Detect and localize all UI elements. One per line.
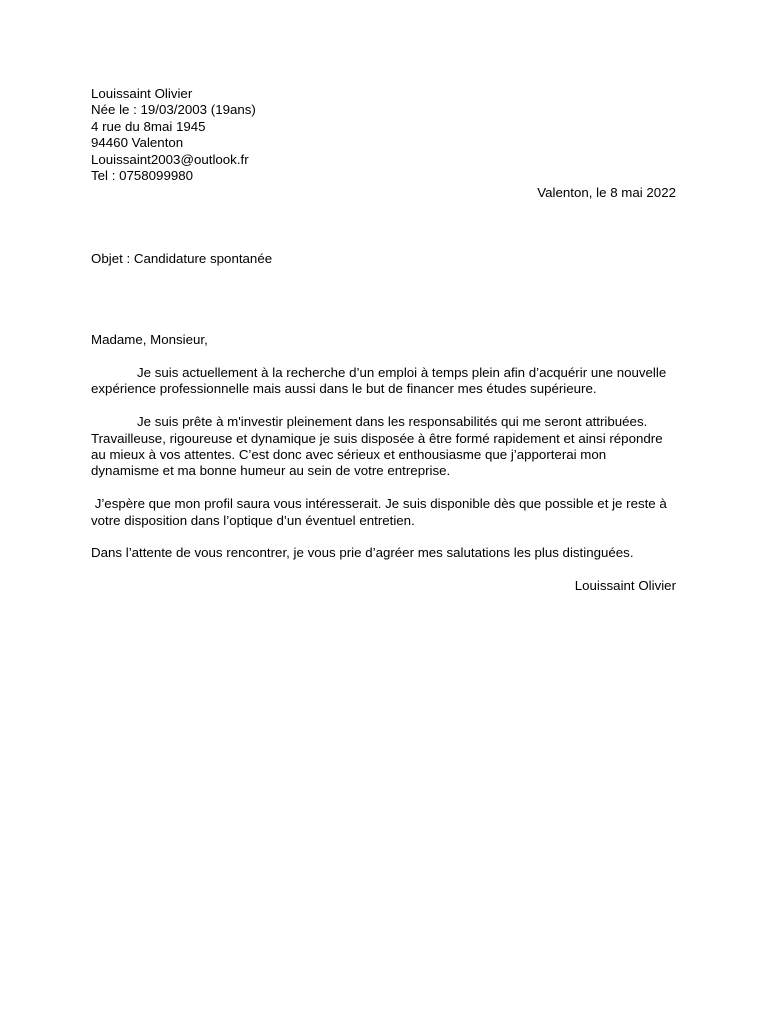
closing-paragraph: Dans l’attente de vous rencontrer, je vous prie d’agréer mes salutations les plus distinguées. [91,545,634,561]
paragraph-1: Je suis actuellement à la recherche d’un emploi à temps plein afin d’acquérir une nouvelle expérience professionnelle mais aussi dans le but de financer mes études supérieure. [91,365,667,397]
sender-name: Louissaint Olivier [91,86,193,101]
sender-city: 94460 Valenton [91,135,184,151]
letter-body [91,86,676,595]
paragraph-3: J’espère que mon profil saura vous intéresserait. Je suis disponible dès que possible et je reste à votre disposition dans l’optique d’un éventuel entretien. [91,496,671,528]
sender-email: Louissaint2003@outlook.fr [91,151,249,167]
sender-birth-date: Née le : 19/03/2003 (19ans) [91,102,256,118]
salutation: Madame, Monsieur, [91,332,208,348]
paragraph-2: Je suis prête à m'investir pleinement dans les responsabilités qui me seront attribuées. Travailleuse, rigoureuse et dynamique je suis disposée à être formé rapidement et ainsi répondre au mieux à vos attentes. C’est donc avec sérieux et enthousiasme que j’apporterai mon dynamisme et ma bonne humeur au sein de votre entreprise. [91,414,663,479]
sender-street: 4 rue du 8mai 1945 [91,118,206,134]
sender-phone: Tel : 0758099980 [91,168,194,184]
letter-subject: Objet : Candidature spontanée [91,250,273,266]
sender-block [91,86,676,184]
place-and-date: Valenton, le 8 mai 2022 [537,185,676,201]
signature: Louissaint Olivier [574,578,676,594]
